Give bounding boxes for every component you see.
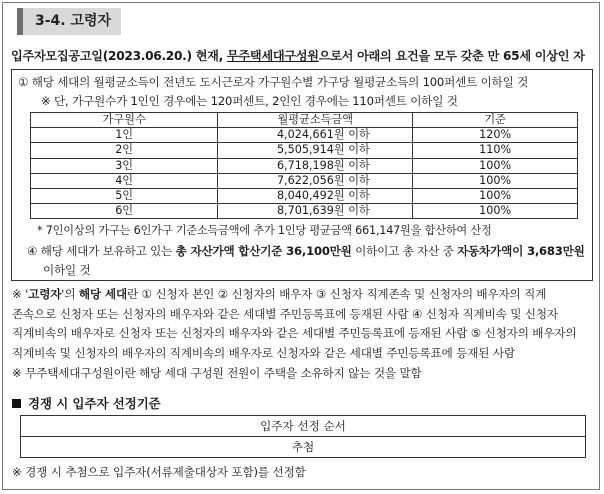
criterion-4-marker: ④	[27, 244, 38, 258]
amount-cell	[218, 143, 413, 158]
amount-cell	[218, 173, 413, 188]
note-elderly: 고령자	[28, 287, 62, 301]
amount-value: 4,024,661원	[276, 128, 345, 142]
amount-value: 7,622,056원	[276, 173, 345, 187]
selection-value-row	[21, 437, 586, 458]
selection-heading-text: 경쟁 시 입주자 선정기준	[28, 396, 161, 411]
amount-suffix: 이하	[348, 173, 370, 187]
criterion-1-text: 해당 세대의 월평균소득이 전년도 도시근로자 가구원수별 가구당 월평균소득의 100퍼센트 이하일 것	[31, 75, 529, 89]
selection-header-row	[21, 416, 586, 437]
intro-part1: 입주자모집공고일(2023.06.20.) 현재,	[11, 49, 227, 63]
note-prefix: ※ '	[12, 287, 29, 301]
note-line1-rest: 란 ① 신청자 본인 ② 신청자의 배우자 ③ 신청자 직계존속 및 신청자의 배우자의 직계	[127, 287, 547, 301]
header-ratio: 기준	[413, 113, 578, 128]
ratio-cell: 100%	[413, 173, 578, 188]
members-cell: 2인	[31, 143, 218, 158]
note-mid: '의	[61, 287, 79, 301]
members-cell: 1인	[31, 128, 218, 143]
amount-suffix: 이하	[348, 204, 370, 218]
homeless-definition-note: ※ 무주택세대구성원이란 해당 세대 구성원 전원이 주택을 소유하지 않는 것을 말함	[12, 366, 422, 380]
ratio-cell: 120%	[413, 128, 578, 143]
amount-suffix: 이하	[348, 128, 370, 142]
members-cell: 5인	[31, 188, 218, 203]
header-members: 가구원수	[31, 113, 218, 128]
income-footnote: * 7인이상의 가구는 6인가구 기준소득금액에 추가 1인당 평균금액 661,147원을 합산하여 산정	[37, 224, 492, 237]
selection-footnote: ※ 경쟁 시 추첨으로 입주자(서류제출대상자 포함)를 선정함	[12, 465, 306, 479]
criterion-4	[27, 243, 585, 259]
section-title: 3-4. 고령자	[17, 8, 121, 35]
amount-value: 5,505,914원	[276, 143, 345, 157]
amount-cell	[218, 158, 413, 173]
criterion-1-note: ※ 단, 가구원수가 1인인 경우에는 120퍼센트, 2인인 경우에는 110퍼센트 이하일 것	[41, 94, 458, 108]
members-cell: 6인	[31, 204, 218, 219]
amount-suffix: 이하	[348, 143, 370, 157]
criterion-1-marker: ①	[18, 75, 29, 89]
amount-cell	[218, 188, 413, 203]
table-row	[31, 204, 578, 219]
amount-cell	[218, 128, 413, 143]
ratio-cell: 110%	[413, 143, 578, 158]
criterion-1	[18, 74, 528, 90]
table-row	[31, 128, 578, 143]
selection-value: 추첨	[21, 437, 586, 458]
square-bullet-icon	[12, 399, 21, 408]
ratio-cell: 100%	[413, 204, 578, 219]
income-table	[30, 112, 578, 219]
ratio-cell: 100%	[413, 158, 578, 173]
criterion-4-cont: 이하일 것	[43, 263, 91, 277]
intro-underlined: 무주택세대구성원	[226, 49, 319, 63]
criterion-4-text-a: 해당 세대가 보유하고 있는	[40, 244, 176, 258]
table-row	[31, 173, 578, 188]
amount-value: 8,040,492원	[276, 189, 345, 203]
household-note-line1	[12, 286, 546, 302]
asset-limit: 총 자산가액 합산기준 36,100만원	[175, 244, 352, 258]
eligibility-intro	[11, 47, 601, 64]
amount-suffix: 이하	[348, 158, 370, 172]
members-cell: 3인	[31, 158, 218, 173]
household-note-line2: 존속으로 신청자 또는 신청자의 배우자와 같은 세대별 주민등록표에 등재된 사람 ④ 신청자 직계비속 및 신청자	[12, 307, 558, 321]
household-note-line3: 직계비속의 배우자로 신청자 또는 신청자의 배우자와 같은 세대별 주민등록표에 등재된 사람 ⑤ 신청자의 배우자의	[12, 326, 577, 340]
table-row	[31, 158, 578, 173]
selection-heading	[12, 394, 161, 412]
criterion-4-text-b: 이하이고 총 자산 중	[351, 244, 458, 258]
note-household: 해당 세대	[78, 287, 128, 301]
amount-value: 6,718,198원	[276, 158, 345, 172]
ratio-cell: 100%	[413, 188, 578, 203]
members-cell: 4인	[31, 173, 218, 188]
table-row	[31, 188, 578, 203]
amount-cell	[218, 204, 413, 219]
table-row	[31, 143, 578, 158]
selection-table	[20, 415, 586, 458]
intro-part2: 으로서 아래의 요건을 모두 갖춘 만 65세 이상인 자	[318, 49, 585, 63]
amount-value: 8,701,639원	[276, 204, 345, 218]
header-amount: 월평균소득금액	[218, 113, 413, 128]
household-note-line4: 직계비속 및 신청자의 배우자의 직계비속의 배우자로 신청자와 같은 세대별 주민등록표에 등재된 사람	[12, 346, 515, 360]
amount-suffix: 이하	[348, 189, 370, 203]
vehicle-limit: 자동차가액이 3,683만원	[457, 244, 585, 258]
selection-header: 입주자 선정 순서	[21, 416, 586, 437]
income-table-header	[31, 113, 578, 128]
